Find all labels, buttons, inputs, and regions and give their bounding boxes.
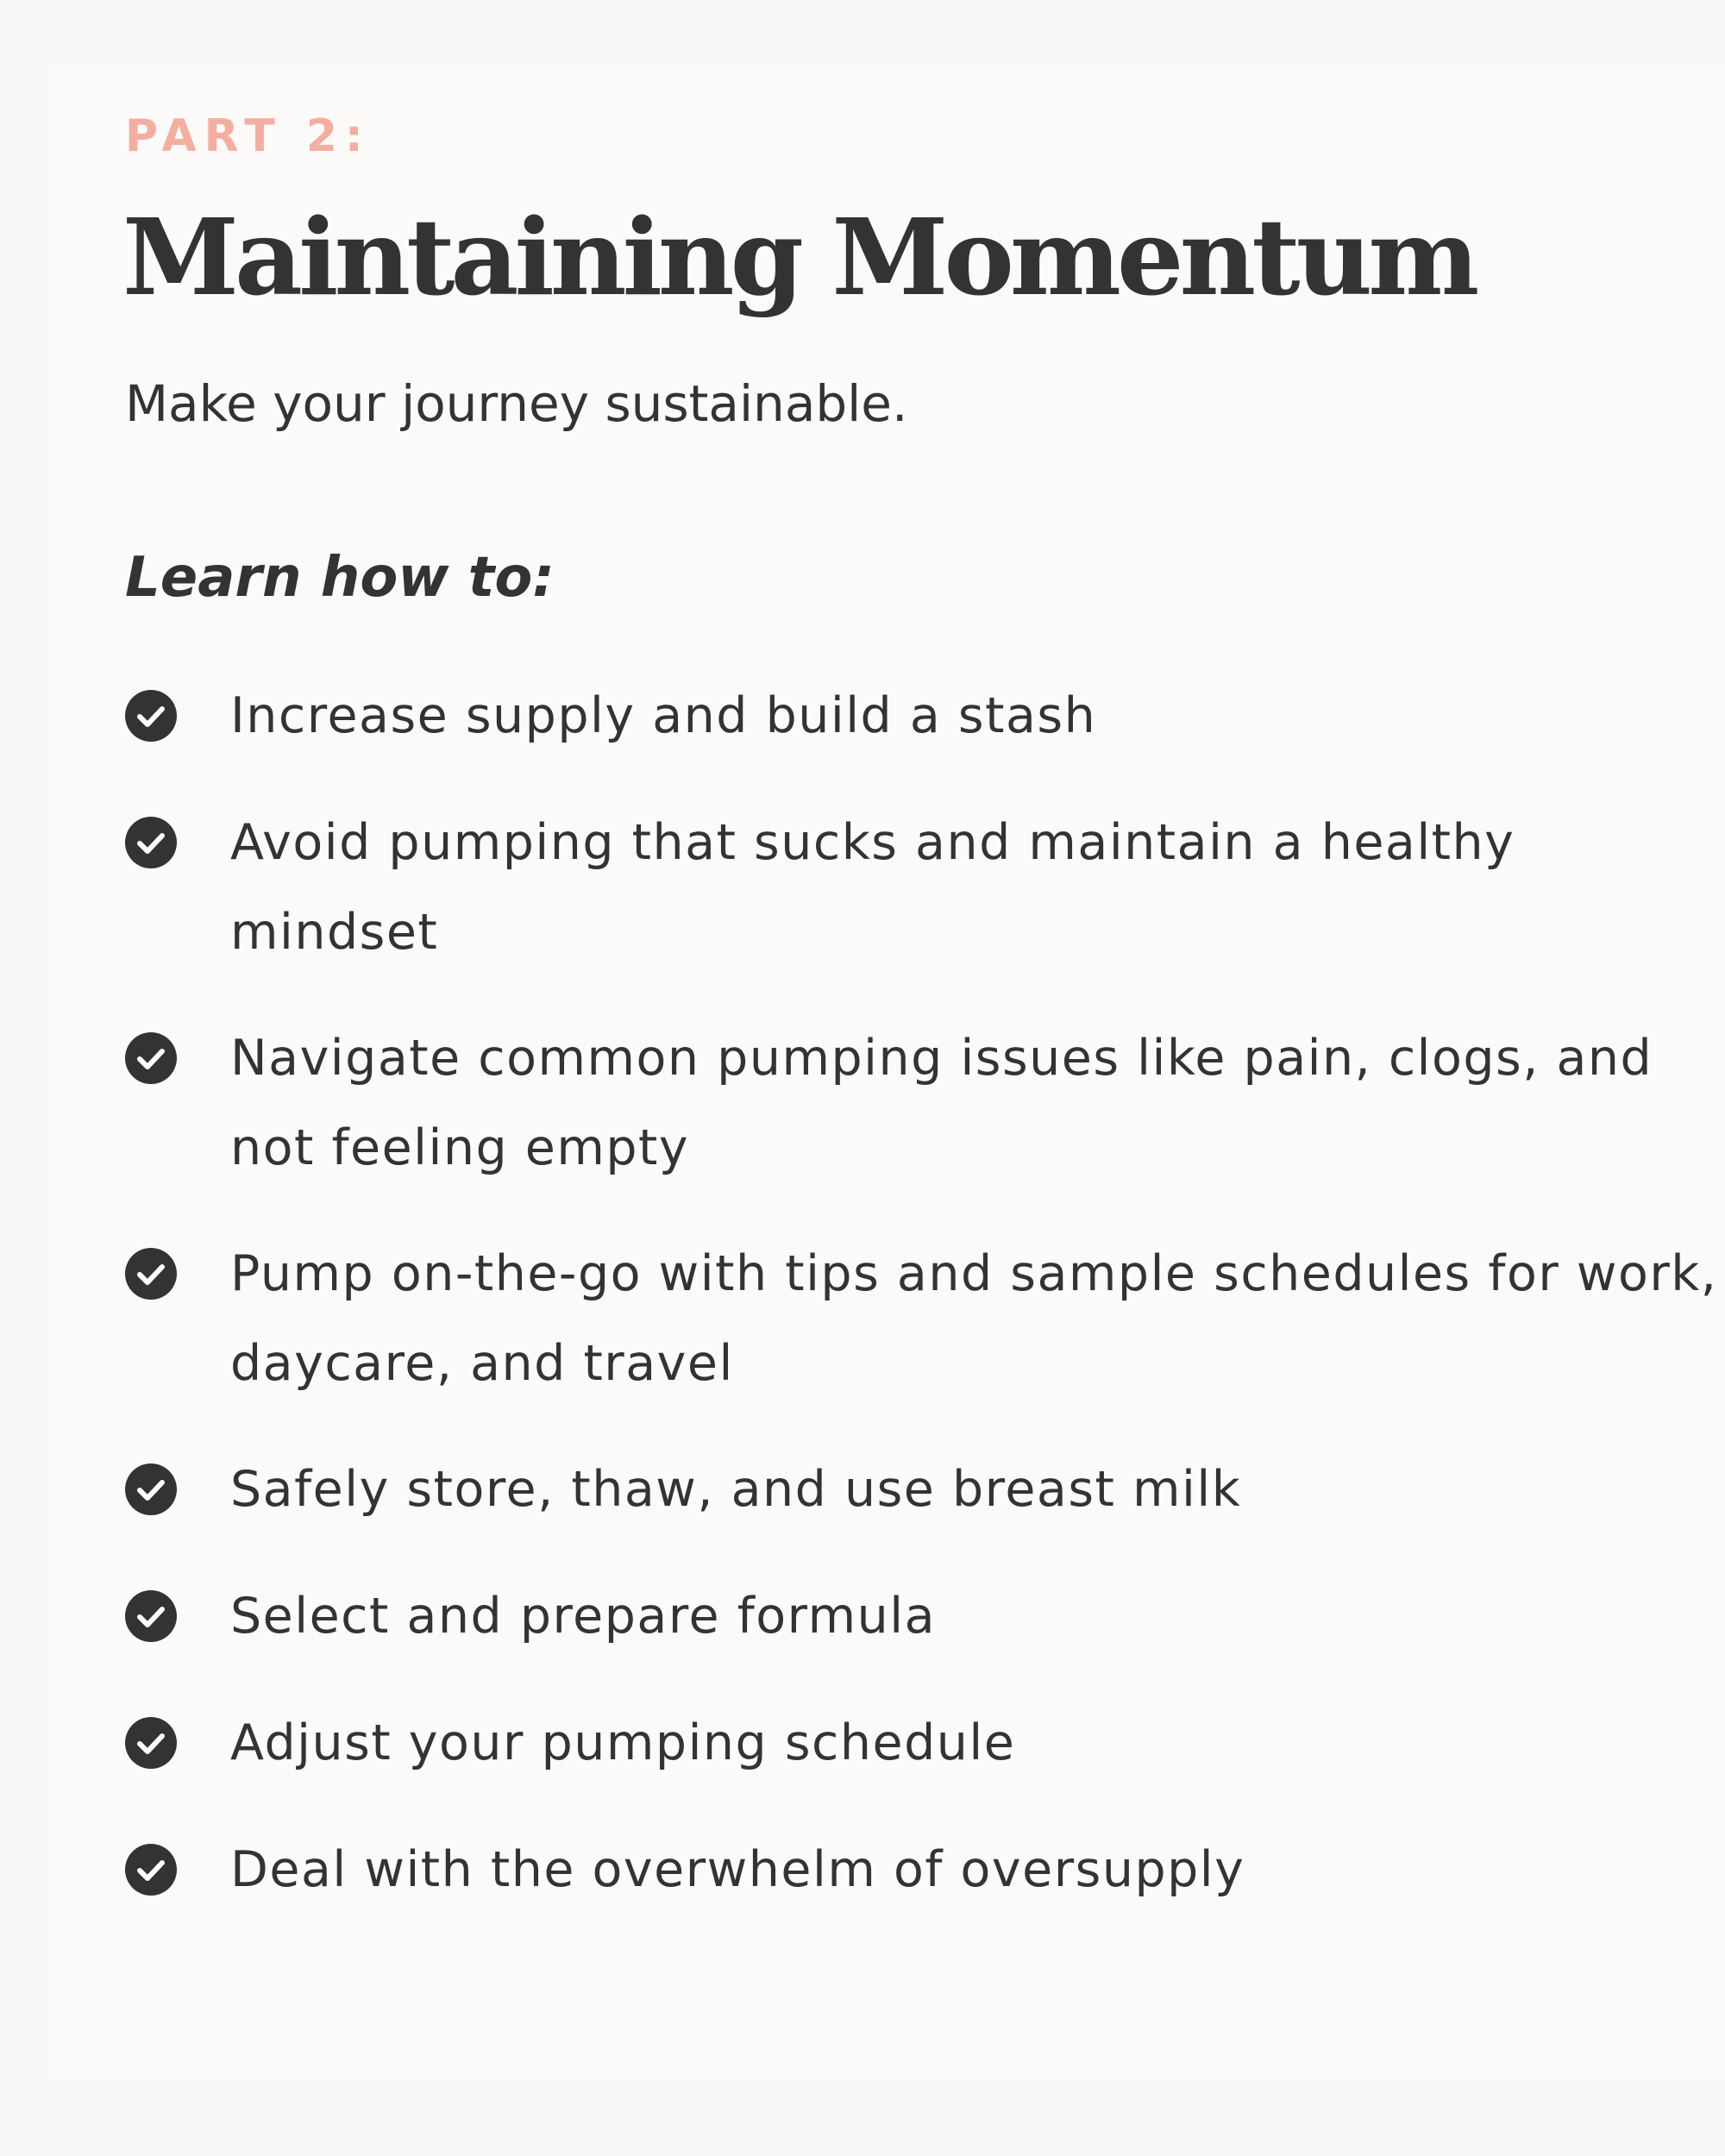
check-circle-icon [125,690,177,742]
check-circle-icon [125,1463,177,1515]
list-item-text: Pump on-the-go with tips and sample schedules for work, daycare, and travel [230,1245,1718,1392]
list-item-text: Navigate common pumping issues like pain, clogs, and not feeling empty [230,1030,1653,1176]
check-circle-icon [125,1717,177,1769]
list-item-text: Adjust your pumping schedule [230,1714,1016,1771]
check-circle-icon [125,817,177,868]
check-circle-icon [125,1248,177,1300]
subtitle: Make your journey sustainable. [125,374,908,433]
page-title: Maintaining Momentum [122,195,1476,319]
list-item-text: Select and prepare formula [230,1588,937,1645]
check-circle-icon [125,1844,177,1896]
list-item-text: Deal with the overwhelm of oversupply [230,1841,1245,1898]
check-circle-icon [125,1590,177,1642]
list-item-text: Safely store, thaw, and use breast milk [230,1461,1242,1518]
list-item-text: Avoid pumping that sucks and maintain a healthy mindset [230,814,1515,961]
list-item-text: Increase supply and build a stash [230,687,1097,744]
part-label: PART 2: [125,110,371,162]
learn-heading: Learn how to: [125,546,555,610]
check-circle-icon [125,1032,177,1084]
